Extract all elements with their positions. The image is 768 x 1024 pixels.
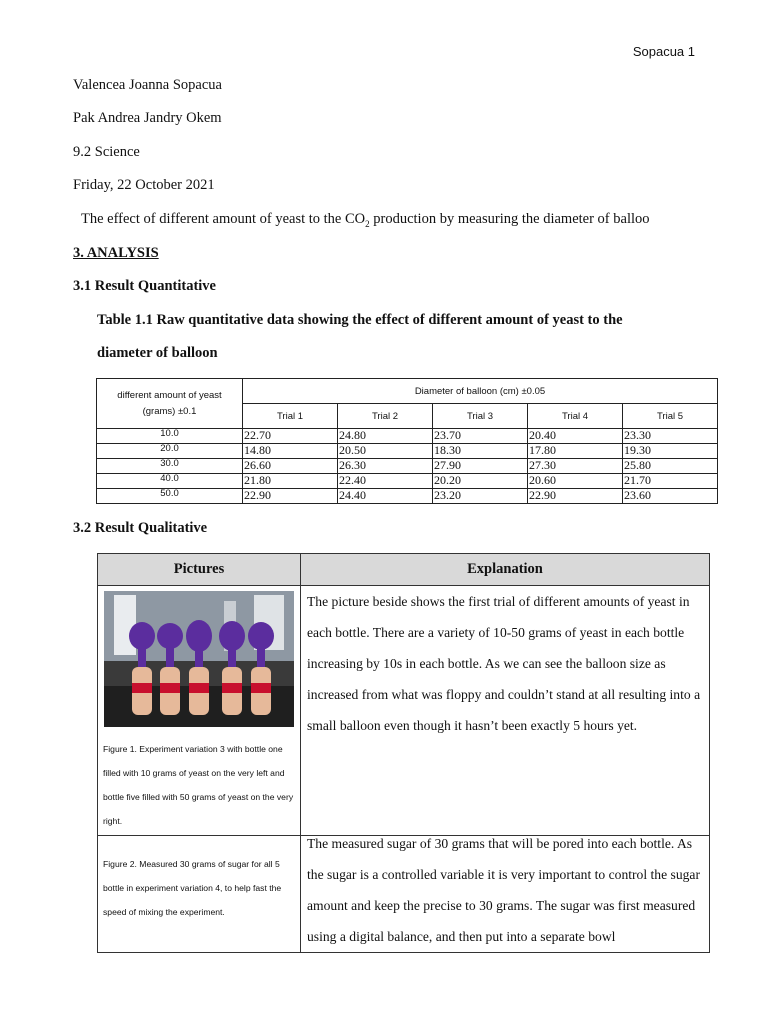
diameter-cell: 20.60 — [528, 474, 623, 489]
report-title-pre: The effect of different amount of yeast to the CO — [81, 211, 366, 227]
bottle-label — [132, 683, 152, 693]
trial-header-5: Trial 5 — [623, 404, 718, 429]
date: Friday, 22 October 2021 — [73, 177, 215, 193]
diameter-cell: 22.70 — [243, 429, 338, 444]
qualitative-row-1 — [98, 586, 710, 836]
explanation-cell-2 — [301, 836, 710, 953]
yeast-amount-cell: 40.0 — [97, 474, 243, 489]
trial-header-1: Trial 1 — [243, 404, 338, 429]
balloon — [248, 622, 274, 650]
trial-header-4: Trial 4 — [528, 404, 623, 429]
table-caption-line1: Table 1.1 Raw quantitative data showing the effect of different amount of yeast to the — [97, 312, 623, 328]
diameter-cell: 25.80 — [623, 459, 718, 474]
diameter-cell: 20.40 — [528, 429, 623, 444]
report-title — [81, 211, 650, 229]
yeast-amount-header-line1: different amount of yeast — [117, 389, 222, 401]
quantitative-table-body — [97, 429, 718, 504]
yeast-amount-cell: 30.0 — [97, 459, 243, 474]
picture-cell-2 — [98, 836, 301, 953]
balloon-bottles-photo — [104, 591, 294, 727]
yeast-amount-header — [97, 379, 243, 429]
bottle-label — [222, 683, 242, 693]
table-row — [97, 459, 718, 474]
page-number-header: Sopacua 1 — [632, 44, 695, 59]
diameter-cell: 27.30 — [528, 459, 623, 474]
diameter-cell: 23.60 — [623, 489, 718, 504]
trial-header-2: Trial 2 — [338, 404, 433, 429]
diameter-cell: 22.90 — [243, 489, 338, 504]
diameter-cell: 21.70 — [623, 474, 718, 489]
explanation-cell-1 — [301, 586, 710, 836]
diameter-cell: 14.80 — [243, 444, 338, 459]
table-row — [97, 429, 718, 444]
qualitative-heading: 3.2 Result Qualitative — [73, 520, 208, 536]
explanation-text-2: The measured sugar of 30 grams that will be pored into each bottle. As the sugar is a controlled variable it is very important to control the sugar amount and keep the precise to 30 grams. The sugar was first measured using a digital balance, and then put into a separate bowl — [307, 836, 700, 944]
bottle-label — [251, 683, 271, 693]
table-caption-line2: diameter of balloon — [97, 345, 218, 361]
balloon-neck — [195, 648, 203, 668]
bottle-label — [160, 683, 180, 693]
student-name: Valencea Joanna Sopacua — [73, 77, 222, 93]
figure-2-caption: Figure 2. Measured 30 grams of sugar for all 5 bottle in experiment variation 4, to help fast the speed of mixing the experiment. — [103, 859, 282, 917]
balloon-neck — [228, 648, 236, 668]
class-name: 9.2 Science — [73, 144, 140, 160]
explanation-header: Explanation — [301, 554, 710, 586]
diameter-cell: 24.80 — [338, 429, 433, 444]
diameter-cell: 22.90 — [528, 489, 623, 504]
yeast-amount-header-line2: (grams) ±0.1 — [142, 405, 197, 417]
trial-header-3: Trial 3 — [433, 404, 528, 429]
balloon — [186, 620, 212, 652]
qualitative-row-2 — [98, 836, 710, 953]
yeast-amount-cell: 10.0 — [97, 429, 243, 444]
balloon — [129, 622, 155, 650]
quantitative-heading: 3.1 Result Quantitative — [73, 278, 216, 294]
balloon-neck — [138, 648, 146, 668]
diameter-cell: 20.20 — [433, 474, 528, 489]
table-row — [97, 489, 718, 504]
pictures-header: Pictures — [98, 554, 301, 586]
diameter-cell: 24.40 — [338, 489, 433, 504]
diameter-cell: 27.90 — [433, 459, 528, 474]
explanation-text-1: The picture beside shows the first trial of different amounts of yeast in each bottle. There are a variety of 10-50 grams of yeast in each bottle increasing by 10s in each bottle. As we can see the balloon size as increased from what was floppy and couldn’t stand at all resulting into a small balloon even though it hasn’t been exactly 5 hours yet. — [307, 594, 701, 733]
balloon — [219, 621, 245, 651]
diameter-cell: 21.80 — [243, 474, 338, 489]
diameter-cell: 26.30 — [338, 459, 433, 474]
table-row — [97, 474, 718, 489]
diameter-group-header: Diameter of balloon (cm) ±0.05 — [243, 379, 718, 404]
diameter-cell: 20.50 — [338, 444, 433, 459]
teacher-name: Pak Andrea Jandry Okem — [73, 110, 222, 126]
diameter-cell: 23.70 — [433, 429, 528, 444]
table-row — [97, 444, 718, 459]
diameter-cell: 18.30 — [433, 444, 528, 459]
figure-1-caption: Figure 1. Experiment variation 3 with bottle one filled with 10 grams of yeast on the very left and bottle five filled with 50 grams of yeast on the very right. — [103, 744, 294, 826]
yeast-amount-cell: 20.0 — [97, 444, 243, 459]
balloon — [157, 623, 183, 649]
diameter-cell: 23.30 — [623, 429, 718, 444]
bottle-label — [189, 683, 209, 693]
balloon-neck — [166, 648, 174, 668]
diameter-cell: 19.30 — [623, 444, 718, 459]
diameter-cell: 23.20 — [433, 489, 528, 504]
report-title-post: production by measuring the diameter of balloo — [369, 211, 650, 227]
diameter-cell: 26.60 — [243, 459, 338, 474]
analysis-heading: 3. ANALYSIS — [73, 245, 159, 261]
quantitative-data-table — [96, 378, 718, 504]
qualitative-table — [97, 553, 710, 953]
diameter-cell: 17.80 — [528, 444, 623, 459]
diameter-cell: 22.40 — [338, 474, 433, 489]
report-title-subscript: 2 — [365, 218, 370, 229]
yeast-amount-cell: 50.0 — [97, 489, 243, 504]
picture-cell-1 — [98, 586, 301, 836]
balloon-neck — [257, 648, 265, 668]
